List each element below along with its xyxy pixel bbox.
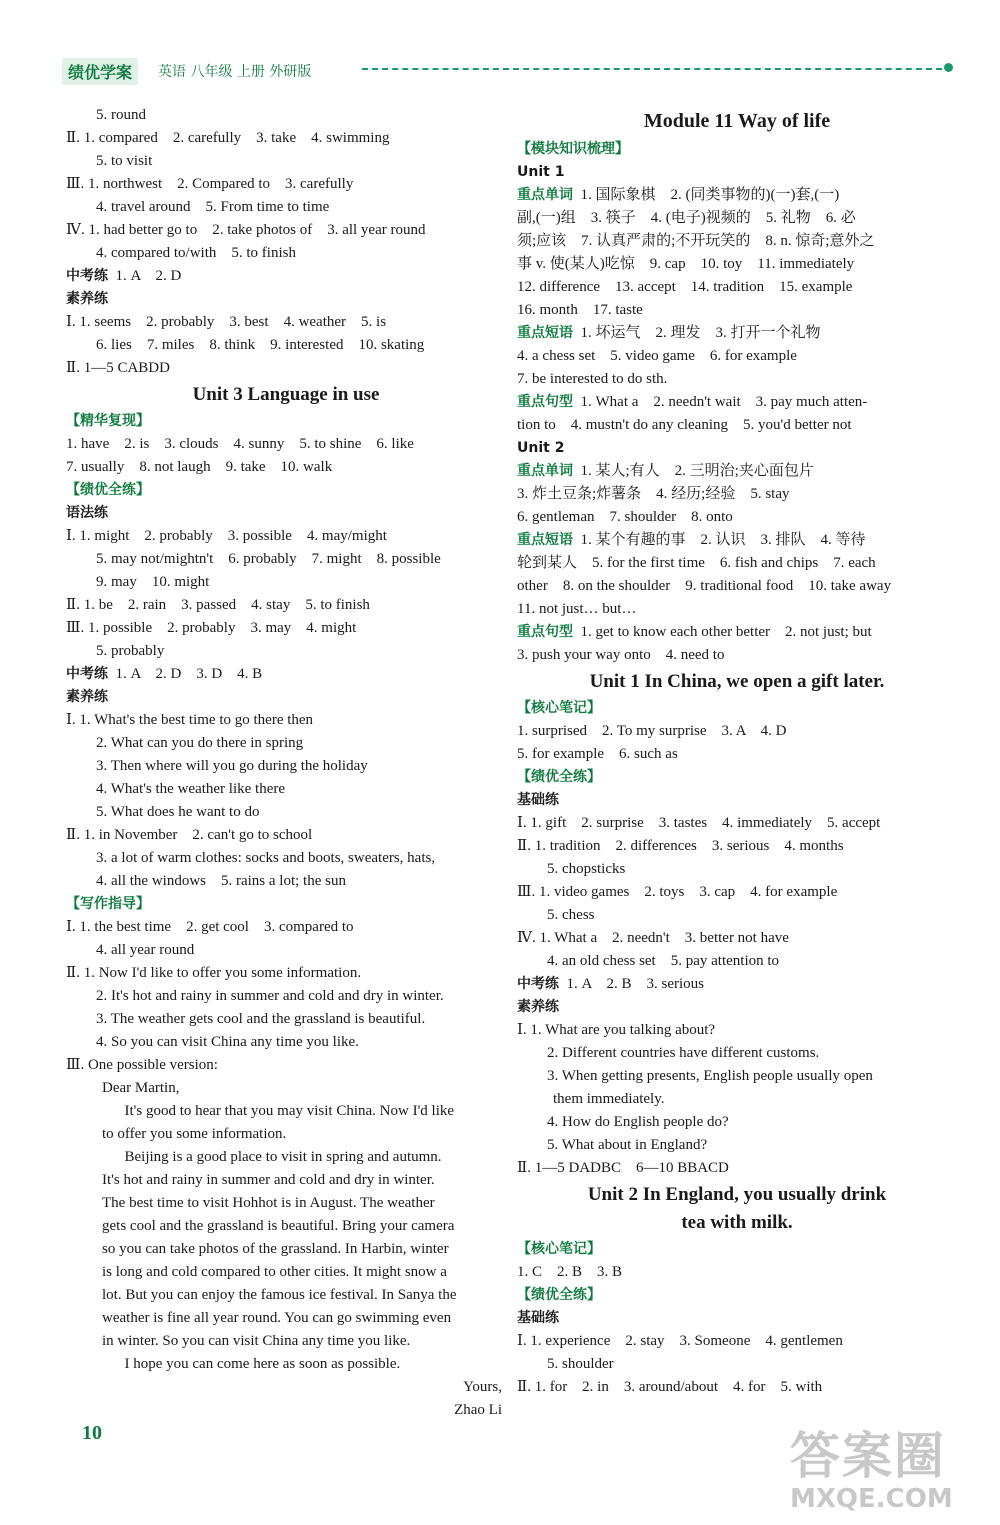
section-tag: 【写作指导】 (66, 896, 150, 912)
answer-line: Ⅰ. 1. the best time 2. get cool 3. compared to (66, 919, 354, 935)
answer-line: Ⅱ. 1. be 2. rain 3. passed 4. stay 5. to finish (66, 597, 370, 613)
key-point-label: 重点单词 (517, 463, 573, 479)
answer-line: 6. gentleman 7. shoulder 8. onto (517, 509, 733, 525)
section-tag: 【绩优全练】 (66, 482, 150, 498)
key-point-label: 重点句型 (517, 394, 573, 410)
section-tag: 【核心笔记】 (517, 1241, 601, 1257)
answer-line: 4. What's the weather like there (96, 781, 286, 797)
exercise-label: 基础练 (517, 1310, 559, 1326)
answer-line: gets cool and the grassland is beautiful. Bring your camera (102, 1218, 455, 1234)
exercise-label: Unit 1 (517, 164, 565, 180)
answer-line: lot. But you can enjoy the famous ice festival. In Sanya the (102, 1287, 457, 1303)
answer-line: 12. difference 13. accept 14. tradition 15. example (517, 279, 853, 295)
left-column (66, 104, 506, 1422)
exercise-label: 基础练 (517, 792, 559, 808)
exercise-heading (66, 265, 506, 288)
key-point-label: 重点单词 (517, 187, 573, 203)
exercise-label: 素养练 (66, 689, 108, 705)
section-tag: 【模块知识梳理】 (517, 141, 629, 157)
answer-line: Ⅳ. 1. had better go to 2. take photos of 3. all year round (66, 222, 426, 238)
key-point-line (517, 322, 957, 345)
exercise-label: 中考练 (66, 666, 108, 682)
exercise-heading (66, 686, 506, 709)
unit-title: Unit 1 In China, we open a gift later. (589, 671, 885, 692)
exercise-label: 中考练 (517, 976, 559, 992)
answer-line: 4. travel around 5. From time to time (96, 199, 330, 215)
section-tag: 【核心笔记】 (517, 700, 601, 716)
answer-line: 副,(一)组 3. 筷子 4. (电子)视频的 5. 礼物 6. 必 (517, 210, 856, 226)
answer-line: weather is fine all year round. You can go swimming even (102, 1310, 452, 1326)
answer-line: 5. What about in England? (547, 1137, 708, 1153)
answer-line: 4. compared to/with 5. to finish (96, 245, 296, 261)
key-point-text: 1. 坏运气 2. 理发 3. 打开一个礼物 (573, 325, 821, 341)
answer-line: Ⅱ. 1. Now I'd like to offer you some information. (66, 965, 362, 981)
exercise-heading (517, 437, 957, 460)
exercise-heading (517, 789, 957, 812)
answer-line: The best time to visit Hohhot is in August. The weather (102, 1195, 435, 1211)
key-point-label: 重点短语 (517, 325, 573, 341)
answer-line: 1. C 2. B 3. B (517, 1264, 623, 1280)
answer-line: 11. not just… but… (517, 601, 637, 617)
book-subtitle: 英语 八年级 上册 外研版 (158, 64, 312, 80)
answer-line: 4. How do English people do? (547, 1114, 729, 1130)
answer-line: 3. When getting presents, English people usually open (547, 1068, 873, 1084)
key-point-text: 1. 某人;有人 2. 三明治;夹心面包片 (573, 463, 814, 479)
answer-line: 9. may 10. might (96, 574, 210, 590)
exercise-label: 语法练 (66, 505, 108, 521)
answer-line: 5. What does he want to do (96, 804, 260, 820)
answer-line: 3. Then where will you go during the holiday (96, 758, 368, 774)
answer-line: to offer you some information. (102, 1126, 287, 1142)
page-number: 10 (82, 1422, 102, 1444)
letter-signature: Yours, (463, 1379, 502, 1395)
page-header (62, 58, 952, 84)
answer-line: Dear Martin, (102, 1080, 180, 1096)
answer-line: other 8. on the shoulder 9. traditional food 10. take away (517, 578, 892, 594)
answer-line: Ⅰ. 1. What are you talking about? (517, 1022, 716, 1038)
answer-line: 3. The weather gets cool and the grassland is beautiful. (96, 1011, 426, 1027)
answer-line: 事 v. 使(某人)吃惊 9. cap 10. toy 11. immediately (517, 256, 855, 272)
answer-line: Ⅱ. 1. for 2. in 3. around/about 4. for 5. with (517, 1379, 823, 1395)
answer-line: 2. Different countries have different customs. (547, 1045, 820, 1061)
answer-line: Ⅲ. 1. possible 2. probably 3. may 4. might (66, 620, 357, 636)
answer-line: 轮到某人 5. for the first time 6. fish and chips 7. each (517, 555, 876, 571)
answer-line: 5. round (96, 107, 146, 123)
exercise-label: 中考练 (66, 268, 108, 284)
answer-line: Ⅱ. 1. compared 2. carefully 3. take 4. swimming (66, 130, 390, 146)
answer-line: 5. chopsticks (547, 861, 626, 877)
answer-line: tion to 4. mustn't do any cleaning 5. you'd better not (517, 417, 852, 433)
exercise-label: 素养练 (66, 291, 108, 307)
exercise-label: 素养练 (517, 999, 559, 1015)
answer-line: Ⅱ. 1. in November 2. can't go to school (66, 827, 313, 843)
section-tag: 【精华复现】 (66, 413, 150, 429)
answer-line: so you can take photos of the grassland. In Harbin, winter (102, 1241, 449, 1257)
watermark-url: MXQE.COM (790, 1484, 953, 1514)
section-tag: 【绩优全练】 (517, 769, 601, 785)
answer-line: 5. shoulder (547, 1356, 614, 1372)
brand-badge: 绩优学案 (62, 58, 138, 85)
answer-line: 须;应该 7. 认真严肃的;不开玩笑的 8. n. 惊奇;意外之 (517, 233, 875, 249)
answer-line: 3. push your way onto 4. need to (517, 647, 725, 663)
answer-line: Ⅲ. 1. video games 2. toys 3. cap 4. for example (517, 884, 838, 900)
answer-line: Ⅰ. 1. gift 2. surprise 3. tastes 4. immediately 5. accept (517, 815, 881, 831)
answer-line: in winter. So you can visit China any time you like. (102, 1333, 411, 1349)
answer-line: 3. 炸土豆条;炸薯条 4. 经历;经验 5. stay (517, 486, 790, 502)
unit-title: Unit 2 In England, you usually drink (587, 1184, 887, 1205)
answer-line: Beijing is a good place to visit in spring and autumn. (102, 1149, 442, 1165)
answer-line: 2. It's hot and rainy in summer and cold and dry in winter. (96, 988, 444, 1004)
key-point-text: 1. get to know each other better 2. not just; but (573, 624, 872, 640)
exercise-answers: 1. A 2. B 3. serious (559, 976, 705, 992)
exercise-label: Unit 2 (517, 440, 565, 456)
watermark-logo (790, 1428, 970, 1514)
answer-line: 1. have 2. is 3. clouds 4. sunny 5. to shine 6. like (66, 436, 414, 452)
answer-line: 2. What can you do there in spring (96, 735, 304, 751)
answer-line: It's good to hear that you may visit China. Now I'd like (102, 1103, 455, 1119)
exercise-heading (517, 161, 957, 184)
key-point-line (517, 391, 957, 414)
answer-line: them immediately. (553, 1091, 665, 1107)
answer-line: 16. month 17. taste (517, 302, 643, 318)
key-point-text: 1. What a 2. needn't wait 3. pay much atten- (573, 394, 868, 410)
exercise-heading (66, 502, 506, 525)
exercise-heading (517, 1307, 957, 1330)
answer-line: 5. probably (96, 643, 165, 659)
answer-line: It's hot and rainy in summer and cold and dry in winter. (102, 1172, 435, 1188)
exercise-answers: 1. A 2. D (108, 268, 182, 284)
answer-line: 5. to visit (96, 153, 153, 169)
answer-line: 4. all year round (96, 942, 195, 958)
answer-line: 5. for example 6. such as (517, 746, 678, 762)
right-column (517, 104, 957, 1399)
answer-line: 5. chess (547, 907, 595, 923)
answer-line: is long and cold compared to other cities. It might snow a (102, 1264, 447, 1280)
answer-line: 7. be interested to do sth. (517, 371, 668, 387)
answer-line: Ⅰ. 1. What's the best time to go there then (66, 712, 314, 728)
key-point-label: 重点短语 (517, 532, 573, 548)
exercise-heading (517, 973, 957, 996)
answer-line: 7. usually 8. not laugh 9. take 10. walk (66, 459, 333, 475)
key-point-text: 1. 某个有趣的事 2. 认识 3. 排队 4. 等待 (573, 532, 866, 548)
key-point-label: 重点句型 (517, 624, 573, 640)
key-point-line (517, 460, 957, 483)
key-point-text: 1. 国际象棋 2. (同类事物的)(一)套,(一) (573, 187, 840, 203)
header-dot-icon (944, 63, 953, 72)
key-point-line (517, 529, 957, 552)
answer-line: Ⅳ. 1. What a 2. needn't 3. better not have (517, 930, 789, 946)
unit-title: tea with milk. (681, 1212, 793, 1233)
answer-line: 3. a lot of warm clothes: socks and boots, sweaters, hats, (96, 850, 436, 866)
exercise-answers: 1. A 2. D 3. D 4. B (108, 666, 263, 682)
letter-signature: Zhao Li (454, 1402, 502, 1418)
answer-line: 6. lies 7. miles 8. think 9. interested 10. skating (96, 337, 425, 353)
answer-line: 4. an old chess set 5. pay attention to (547, 953, 780, 969)
module-title: Module 11 Way of life (643, 110, 831, 132)
answer-line: I hope you can come here as soon as possible. (102, 1356, 401, 1372)
answer-line: 4. a chess set 5. video game 6. for example (517, 348, 797, 364)
key-point-line (517, 621, 957, 644)
exercise-heading (66, 663, 506, 686)
watermark-text: 答案圈 (790, 1427, 946, 1485)
answer-line: Ⅲ. One possible version: (66, 1057, 218, 1073)
header-dashed-rule (362, 68, 942, 70)
exercise-heading (517, 996, 957, 1019)
answer-line: Ⅰ. 1. experience 2. stay 3. Someone 4. gentlemen (517, 1333, 843, 1349)
answer-line: Ⅱ. 1—5 DADBC 6—10 BBACD (517, 1160, 729, 1176)
exercise-heading (66, 288, 506, 311)
answer-line: Ⅲ. 1. northwest 2. Compared to 3. carefully (66, 176, 354, 192)
section-tag: 【绩优全练】 (517, 1287, 601, 1303)
key-point-line (517, 184, 957, 207)
answer-line: Ⅱ. 1—5 CABDD (66, 360, 170, 376)
answer-line: 4. So you can visit China any time you like. (96, 1034, 359, 1050)
answer-line: Ⅰ. 1. might 2. probably 3. possible 4. may/might (66, 528, 387, 544)
unit-title: Unit 3 Language in use (192, 384, 380, 405)
answer-line: Ⅰ. 1. seems 2. probably 3. best 4. weather 5. is (66, 314, 387, 330)
answer-line: 4. all the windows 5. rains a lot; the sun (96, 873, 346, 889)
answer-line: 5. may not/mightn't 6. probably 7. might 8. possible (96, 551, 441, 567)
answer-line: Ⅱ. 1. tradition 2. differences 3. serious 4. months (517, 838, 844, 854)
answer-line: 1. surprised 2. To my surprise 3. A 4. D (517, 723, 787, 739)
